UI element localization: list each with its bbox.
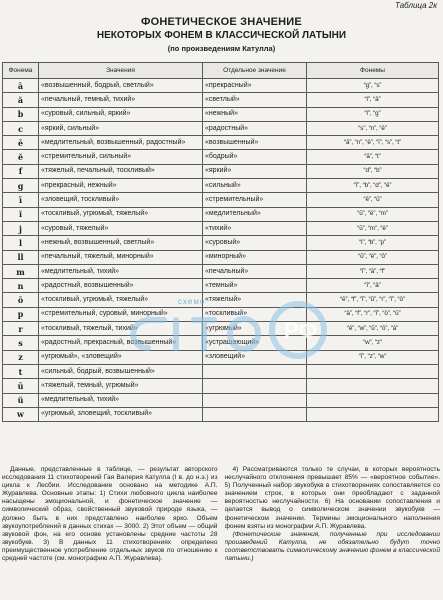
table-row xyxy=(3,136,439,150)
cell-phoneme: m xyxy=(3,264,39,278)
cell-meanings: «медлительный, тихий» xyxy=(39,264,203,278)
cell-phonemes: “ī”, “z”, “w” xyxy=(307,350,439,364)
cell-separate: «тоскливый» xyxy=(203,307,307,321)
cell-separate: «темный» xyxy=(203,279,307,293)
cell-meanings: «тоскливый, угрюмый, тяжелый» xyxy=(39,207,203,221)
cell-separate: «светлый» xyxy=(203,93,307,107)
cell-phonemes: “s”, “n”, “ē” xyxy=(307,121,439,135)
table-header-row xyxy=(3,63,439,79)
table-row xyxy=(3,336,439,350)
cell-meanings: «стремительный, суровый, минорный» xyxy=(39,307,203,321)
cell-phonemes: “l”, “g” xyxy=(307,107,439,121)
cell-phonemes xyxy=(307,379,439,393)
cell-phonemes: “ŭ”, “ē”, “m” xyxy=(307,207,439,221)
cell-meanings: «тоскливый, тяжелый, тихий» xyxy=(39,322,203,336)
cell-phoneme: ĕ xyxy=(3,150,39,164)
cell-phoneme: p xyxy=(3,307,39,321)
cell-phonemes: “g”, “s” xyxy=(307,79,439,93)
cell-meanings: «стремительный, сильный» xyxy=(39,150,203,164)
table-row xyxy=(3,279,439,293)
cell-separate: «зловещий» xyxy=(203,350,307,364)
cell-separate: «прекрасный» xyxy=(203,79,307,93)
cell-phonemes: “ĭ”, “ā” xyxy=(307,279,439,293)
notes-left-text: Данные, представленные в таблице, — результат авторского исследования 11 стихотворений Гая Валерия Катулла (I в. до н.э.) из цикла к Лесбии. Исследование основано на методике А.П. Журавлева. Основные этапы: 1) Стихи любовного цикла наиболее насыщены эмоциональной, и фонетическое значение — символический образ, свойственный звуковой природе языка, — должно быть в них представлено наиболее ярко. Объем звукоупотреблений в данных стихах — 3000. 2) Этот объем — общий звуковой фон, на его основе установлены средние частоты 28 звукобукв. 3) В данных 11 стихотворениях определено преимущественное употребление отдельных звуков по отношению к средней частоте (см. монографию А.П. Журавлева). xyxy=(2,466,218,563)
cell-phoneme: ll xyxy=(3,250,39,264)
header-phoneme: Фонема xyxy=(3,63,39,79)
cell-phonemes: “ē”, “ŭ” xyxy=(307,193,439,207)
cell-separate xyxy=(203,379,307,393)
header-separate: Отдельное значение xyxy=(203,63,307,79)
notes-italic-remark: (Фонетические значения, полученные при исследовании произведений Катулла, не обязательно будут точно соответствовать символическому значению фонем в классической латыни.) xyxy=(224,530,440,563)
cell-phonemes: “ē”, “w”, “ŭ”, “ō”, “ā” xyxy=(307,322,439,336)
cell-phoneme: ā xyxy=(3,79,39,93)
cell-meanings: «печальный, темный, тихий» xyxy=(39,93,203,107)
notes-right-text: 4) Рассматриваются только те случаи, в которых вероятность неслучайного отклонения превышает 85% — «вероятное событие». 5) Полученный набор звукобукв в стихотворениях сопоставляется со значением строк, в которых они преобладают с заданной вероятностью неслучайности. 6) На основании сопоставления и делается вывод о символическом значении звукобукв — фонетическом значении. Термины эмоционального наполнения фонем взяты из монографии А.П. Журавлева. xyxy=(224,466,440,530)
cell-phonemes: “l”, “ā” xyxy=(307,93,439,107)
cell-phoneme: ă xyxy=(3,93,39,107)
watermark-text: схемо xyxy=(178,297,206,306)
cell-separate: «устрашающий» xyxy=(203,336,307,350)
notes-left-column xyxy=(2,466,218,598)
cell-separate: «яркий» xyxy=(203,164,307,178)
cell-meanings: «тяжелый, печальный, тоскливый» xyxy=(39,164,203,178)
cell-phonemes: “ā”, “t” xyxy=(307,150,439,164)
table-row xyxy=(3,179,439,193)
table-row xyxy=(3,293,439,307)
cell-phonemes: “ŭ”, “m”, “ē” xyxy=(307,221,439,235)
svg-text:РФ: РФ xyxy=(284,318,318,343)
table-row xyxy=(3,79,439,93)
table-row xyxy=(3,407,439,421)
cell-meanings: «возвышенный, бодрый, светлый» xyxy=(39,79,203,93)
cell-phonemes: “ĭ”, “ā”, “f” xyxy=(307,264,439,278)
cell-phoneme: ō xyxy=(3,293,39,307)
cell-meanings: «суровый, тяжелый» xyxy=(39,221,203,235)
cell-phoneme: w xyxy=(3,407,39,421)
table-row xyxy=(3,107,439,121)
table-row xyxy=(3,93,439,107)
cell-phoneme: ĭ xyxy=(3,207,39,221)
cell-phoneme: ū xyxy=(3,379,39,393)
cell-separate xyxy=(203,407,307,421)
cell-phonemes: “ĭ”, “b”, “d”, “ē” xyxy=(307,179,439,193)
table-row xyxy=(3,164,439,178)
cell-phoneme: ī xyxy=(3,193,39,207)
title-line-2: НЕКОТОРЫХ ФОНЕМ В КЛАССИЧЕСКОЙ ЛАТЫНИ xyxy=(96,30,347,41)
cell-phonemes: “d”, “b” xyxy=(307,164,439,178)
header-phonemes: Фонемы xyxy=(307,63,439,79)
cell-phoneme: z xyxy=(3,350,39,364)
cell-meanings: «медлительный, тихий» xyxy=(39,393,203,407)
title-line-1: ФОНЕТИЧЕСКОЕ ЗНАЧЕНИЕ xyxy=(141,16,302,28)
cell-separate: «стремительный» xyxy=(203,193,307,207)
cell-phoneme: b xyxy=(3,107,39,121)
cell-meanings: «медлительный, возвышенный, радостный» xyxy=(39,136,203,150)
cell-separate: «нежный» xyxy=(203,107,307,121)
cell-separate: «тихий» xyxy=(203,221,307,235)
notes-section xyxy=(2,466,440,598)
cell-separate: «угрюмый» xyxy=(203,322,307,336)
cell-separate: «печальный» xyxy=(203,264,307,278)
cell-phonemes: “ā”, “f”, “r”, “ĭ”, “ō”, “ŭ” xyxy=(307,307,439,321)
cell-separate: «тяжелый» xyxy=(203,293,307,307)
cell-phonemes: “ŭ”, “ē”, “ŏ” xyxy=(307,250,439,264)
table-row xyxy=(3,207,439,221)
cell-phoneme: ē xyxy=(3,136,39,150)
cell-phoneme: r xyxy=(3,322,39,336)
cell-meanings: «зловещий, тоскливый» xyxy=(39,193,203,207)
header-meanings: Значения xyxy=(39,63,203,79)
cell-separate xyxy=(203,393,307,407)
cell-meanings: «нежный, возвышенный, светлый» xyxy=(39,236,203,250)
cell-separate: «бодрый» xyxy=(203,150,307,164)
table-number-label: Таблица 2к xyxy=(394,1,437,10)
cell-meanings: «угрюмый», «зловещий» xyxy=(39,350,203,364)
notes-right-column xyxy=(225,466,441,598)
table-row xyxy=(3,322,439,336)
table-row xyxy=(3,350,439,364)
table-row xyxy=(3,221,439,235)
cell-phoneme: g xyxy=(3,179,39,193)
table-row xyxy=(3,193,439,207)
table-row xyxy=(3,236,439,250)
cell-phoneme: l xyxy=(3,236,39,250)
cell-phonemes: “w”, “z” xyxy=(307,336,439,350)
table-row xyxy=(3,379,439,393)
cell-phonemes: “l”, “b”, “p” xyxy=(307,236,439,250)
cell-phonemes xyxy=(307,364,439,378)
cell-phonemes: “ā”, “n”, “ē”, “ī”, “s”, “t” xyxy=(307,136,439,150)
cell-separate: «радостный» xyxy=(203,121,307,135)
cell-phonemes xyxy=(307,407,439,421)
cell-meanings: «сильный, бодрый, возвышенный» xyxy=(39,364,203,378)
table-row xyxy=(3,264,439,278)
cell-phonemes xyxy=(307,393,439,407)
cell-separate xyxy=(203,364,307,378)
table-row xyxy=(3,250,439,264)
table-row xyxy=(3,121,439,135)
phonetic-table xyxy=(2,62,439,422)
cell-meanings: «яркий, сильный» xyxy=(39,121,203,135)
table-row xyxy=(3,150,439,164)
cell-phonemes: “ē”, “f”, “ĭ”, “ŭ”, “r”, “ī”, “ō” xyxy=(307,293,439,307)
table-row xyxy=(3,364,439,378)
cell-meanings: «угрюмый, зловещий, тоскливый» xyxy=(39,407,203,421)
cell-separate: «сильный» xyxy=(203,179,307,193)
title-subtitle: (по произведениям Катулла) xyxy=(167,44,276,53)
cell-meanings: «тоскливый, угрюмый, тяжелый» xyxy=(39,293,203,307)
cell-phoneme: n xyxy=(3,279,39,293)
cell-phoneme: c xyxy=(3,121,39,135)
cell-meanings: «прекрасный, нежный» xyxy=(39,179,203,193)
table-body xyxy=(3,79,439,422)
table-row xyxy=(3,393,439,407)
cell-phoneme: s xyxy=(3,336,39,350)
cell-phoneme: ŭ xyxy=(3,393,39,407)
cell-phoneme: j xyxy=(3,221,39,235)
cell-meanings: «печальный, тяжелый, минорный» xyxy=(39,250,203,264)
cell-separate: «медлительный» xyxy=(203,207,307,221)
table-row xyxy=(3,307,439,321)
cell-meanings: «радостный, прекрасный, возвышенный» xyxy=(39,336,203,350)
cell-separate: «возвышенный» xyxy=(203,136,307,150)
cell-separate: «суровый» xyxy=(203,236,307,250)
cell-meanings: «тяжелый, темный, угрюмый» xyxy=(39,379,203,393)
cell-meanings: «суровый, сильный, яркий» xyxy=(39,107,203,121)
cell-phoneme: f xyxy=(3,164,39,178)
cell-meanings: «радостный, возвышенный» xyxy=(39,279,203,293)
cell-phoneme: t xyxy=(3,364,39,378)
cell-separate: «минорный» xyxy=(203,250,307,264)
